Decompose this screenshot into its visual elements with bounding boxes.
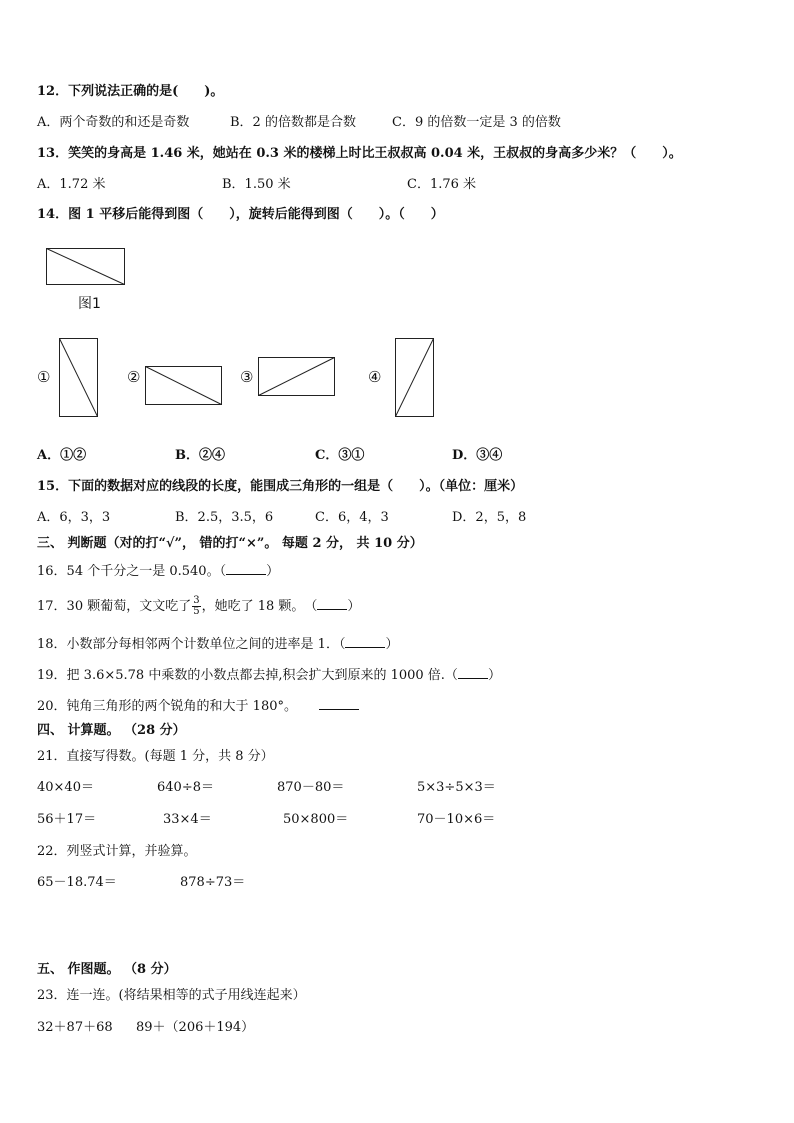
q17 xyxy=(37,596,360,617)
q16 xyxy=(37,562,279,580)
q21-r2-c3: 50×800＝ xyxy=(283,812,349,827)
q15-stem: 15．下面的数据对应的线段的长度，能围成三角形的一组是（ ）。（单位：厘米） xyxy=(37,479,524,494)
q23-item-2: 89＋（206＋194） xyxy=(136,1020,255,1035)
q22-stem: 22．列竖式计算，并验算。 xyxy=(37,844,197,859)
q21-r2-c2: 33×4＝ xyxy=(163,812,212,827)
section-4-title: 四、 计算题。 （28 分） xyxy=(37,723,186,738)
q19-answer-blank[interactable] xyxy=(458,666,488,679)
q14-option-a: A．①② xyxy=(37,448,87,463)
q14-option-b: B．②④ xyxy=(175,448,225,463)
choice-4-label: ④ xyxy=(368,368,382,386)
q17-pre: 17．30 颗葡萄，文文吃了 xyxy=(37,599,192,614)
q22-item-2: 878÷73＝ xyxy=(180,875,246,890)
q20-answer-blank[interactable] xyxy=(319,697,359,710)
q12-option-c: C．9 的倍数一定是 3 的倍数 xyxy=(392,115,561,130)
q17-frac-denominator: 5 xyxy=(193,606,200,617)
choice-4-figure xyxy=(395,338,435,418)
q21-stem: 21．直接写得数。(每题 1 分，共 8 分） xyxy=(37,749,274,764)
q18-answer-blank[interactable] xyxy=(345,635,385,648)
q23-item-1: 32＋87＋68 xyxy=(37,1020,113,1035)
q14-stem: 14．图 1 平移后能得到图（ ），旋转后能得到图（ ）。（ ） xyxy=(37,207,444,222)
q15-option-b: B．2.5，3.5，6 xyxy=(175,510,274,525)
q20 xyxy=(37,697,359,715)
q21-r1-c4: 5×3÷5×3＝ xyxy=(417,780,496,795)
q19-text: 19．把 3.6×5.78 中乘数的小数点都去掉,积会扩大到原来的 1000 倍.（ xyxy=(37,668,458,683)
q16-answer-blank[interactable] xyxy=(226,562,266,575)
q17-fraction xyxy=(192,596,200,617)
choice-1-figure xyxy=(59,338,99,418)
q14-option-d: D．③④ xyxy=(452,448,503,463)
q12-option-a: A．两个奇数的和还是奇数 xyxy=(37,115,190,130)
choice-2-figure xyxy=(145,366,223,406)
q16-end: ） xyxy=(266,564,280,579)
figure-1-label: 图1 xyxy=(78,296,101,312)
q21-r1-c3: 870－80＝ xyxy=(277,780,345,795)
q13-option-a: A．1.72 米 xyxy=(37,177,106,192)
q12-option-b: B．2 的倍数都是合数 xyxy=(230,115,356,130)
q14-option-c: C．③① xyxy=(315,448,365,463)
q15-option-a: A．6，3，3 xyxy=(37,510,111,525)
q13-option-b: B．1.50 米 xyxy=(222,177,291,192)
choice-1-label: ① xyxy=(37,368,51,386)
q17-post: ，她吃了 18 颗。 （ xyxy=(201,599,318,614)
figure-1-rectangle xyxy=(46,248,126,286)
q20-text: 20．钝角三角形的两个锐角的和大于 180°。 xyxy=(37,699,297,714)
q15-option-c: C．6，4，3 xyxy=(315,510,389,525)
choice-2-label: ② xyxy=(127,368,141,386)
q21-r2-c4: 70－10×6＝ xyxy=(417,812,496,827)
q18-text: 18．小数部分每相邻两个计数单位之间的进率是 1．（ xyxy=(37,637,346,652)
q19-end: ） xyxy=(487,668,501,683)
q23-stem: 23．连一连。(将结果相等的式子用线连起来） xyxy=(37,988,306,1003)
q13-stem: 13．笑笑的身高是 1.46 米，她站在 0.3 米的楼梯上时比王叔叔高 0.04 米，王叔叔的身高多少米？（ ）。 xyxy=(37,146,682,161)
q15-option-d: D．2，5，8 xyxy=(452,510,527,525)
q21-r1-c1: 40×40＝ xyxy=(37,780,94,795)
q17-answer-blank[interactable] xyxy=(317,597,347,610)
q21-r1-c2: 640÷8＝ xyxy=(157,780,214,795)
section-3-title: 三、 判断题（对的打“√”， 错的打“×”。 每题 2 分， 共 10 分） xyxy=(37,536,423,551)
section-5-title: 五、 作图题。 （8 分） xyxy=(37,962,177,977)
choice-3-label: ③ xyxy=(240,368,254,386)
q22-item-1: 65－18.74＝ xyxy=(37,875,117,890)
choice-3-figure xyxy=(258,357,336,397)
q17-end: ） xyxy=(347,599,361,614)
q21-r2-c1: 56＋17＝ xyxy=(37,812,97,827)
q19 xyxy=(37,666,501,684)
q13-option-c: C．1.76 米 xyxy=(407,177,477,192)
q12-stem: 12．下列说法正确的是( )。 xyxy=(37,84,224,99)
q18-end: ） xyxy=(385,637,399,652)
q18 xyxy=(37,635,398,653)
q17-frac-numerator: 3 xyxy=(193,595,200,606)
q16-text: 16．54 个千分之一是 0.540。（ xyxy=(37,564,227,579)
